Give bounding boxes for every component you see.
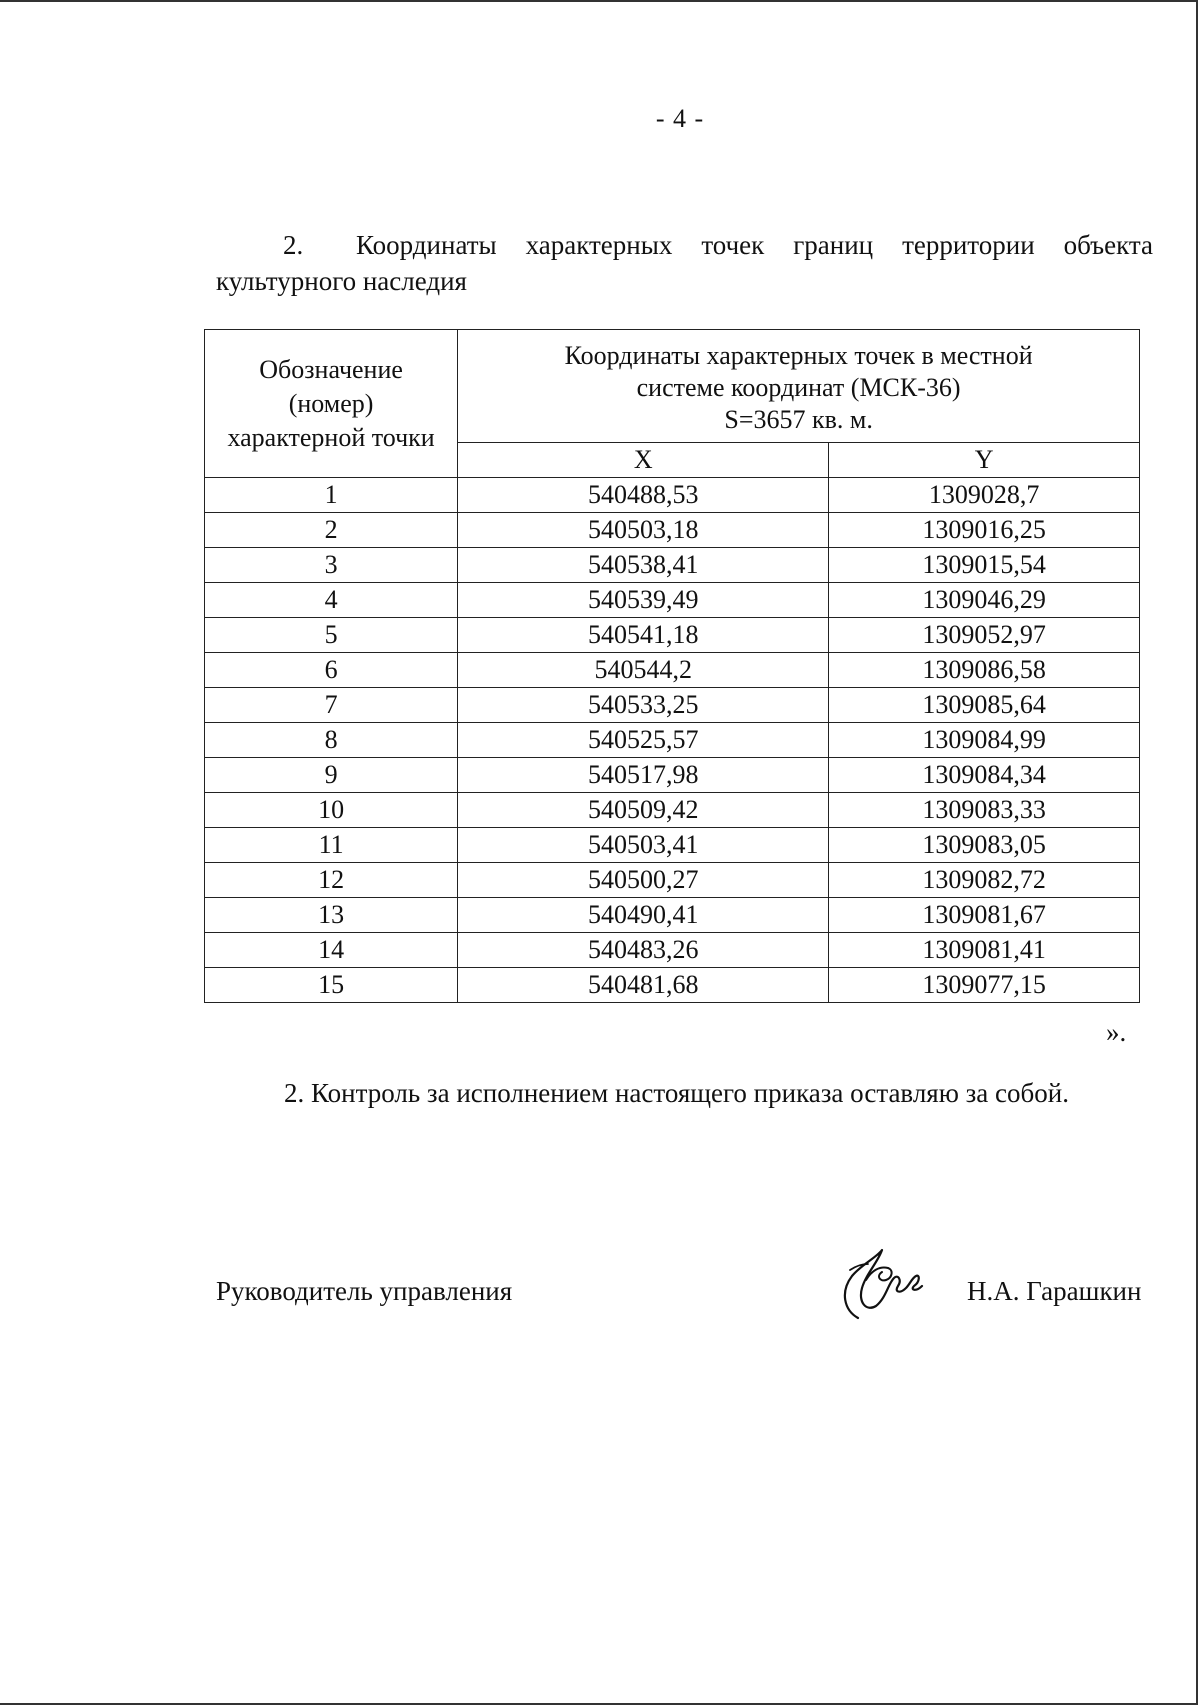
- x-coordinate-cell: 540503,18: [458, 513, 829, 548]
- coordinates-table: [204, 329, 1140, 1003]
- y-coordinate-cell: 1309028,7: [829, 478, 1140, 513]
- y-coordinate-cell: 1309086,58: [829, 653, 1140, 688]
- point-number-cell: 11: [205, 828, 458, 863]
- table-row: [205, 758, 1140, 793]
- point-number-cell: 10: [205, 793, 458, 828]
- x-coordinate-cell: 540541,18: [458, 618, 829, 653]
- y-coordinate-cell: 1309046,29: [829, 583, 1140, 618]
- section-title-word: границ: [793, 230, 874, 260]
- point-number-cell: 6: [205, 653, 458, 688]
- x-coordinate-cell: 540500,27: [458, 863, 829, 898]
- point-number-cell: 14: [205, 933, 458, 968]
- y-coordinate-cell: 1309016,25: [829, 513, 1140, 548]
- point-number-cell: 4: [205, 583, 458, 618]
- y-coordinate-cell: 1309015,54: [829, 548, 1140, 583]
- header-point-line: (номер): [288, 388, 374, 418]
- x-coordinate-cell: 540481,68: [458, 968, 829, 1003]
- header-point-designation: [205, 330, 458, 478]
- x-coordinate-cell: 540488,53: [458, 478, 829, 513]
- point-number-cell: 1: [205, 478, 458, 513]
- page-number: - 4 -: [655, 104, 705, 133]
- y-coordinate-cell: 1309085,64: [829, 688, 1140, 723]
- header-coords-line: Координаты характерных точек в местной: [564, 341, 1033, 370]
- header-coords-line: S=3657 кв. м.: [724, 405, 873, 434]
- x-coordinate-cell: 540538,41: [458, 548, 829, 583]
- x-coordinate-cell: 540517,98: [458, 758, 829, 793]
- table-row: [205, 653, 1140, 688]
- y-coordinate-cell: 1309083,33: [829, 793, 1140, 828]
- point-number-cell: 5: [205, 618, 458, 653]
- signature-mark: [836, 1240, 936, 1330]
- section-number: 2.: [283, 230, 304, 260]
- control-paragraph: 2. Контроль за исполнением настоящего приказа оставляю за собой.: [284, 1078, 1069, 1108]
- x-coordinate-cell: 540525,57: [458, 723, 829, 758]
- point-number-cell: 2: [205, 513, 458, 548]
- y-coordinate-cell: 1309084,34: [829, 758, 1140, 793]
- y-coordinate-cell: 1309052,97: [829, 618, 1140, 653]
- header-x: X: [458, 443, 829, 478]
- x-coordinate-cell: 540533,25: [458, 688, 829, 723]
- table-row: [205, 723, 1140, 758]
- table-row: [205, 583, 1140, 618]
- x-coordinate-cell: 540503,41: [458, 828, 829, 863]
- y-coordinate-cell: 1309081,67: [829, 898, 1140, 933]
- y-coordinate-cell: 1309082,72: [829, 863, 1140, 898]
- point-number-cell: 13: [205, 898, 458, 933]
- x-coordinate-cell: 540490,41: [458, 898, 829, 933]
- table-row: [205, 548, 1140, 583]
- point-number-cell: 3: [205, 548, 458, 583]
- point-number-cell: 8: [205, 723, 458, 758]
- x-coordinate-cell: 540544,2: [458, 653, 829, 688]
- table-row: [205, 898, 1140, 933]
- signer-title: Руководитель управления: [216, 1276, 513, 1306]
- closing-quote: ».: [1106, 1017, 1127, 1047]
- point-number-cell: 7: [205, 688, 458, 723]
- y-coordinate-cell: 1309081,41: [829, 933, 1140, 968]
- header-coords-line: системе координат (МСК-36): [636, 373, 961, 402]
- point-number-cell: 12: [205, 863, 458, 898]
- table-row: [205, 513, 1140, 548]
- table-row: [205, 968, 1140, 1003]
- section-title-word: объекта: [1063, 230, 1153, 260]
- x-coordinate-cell: 540539,49: [458, 583, 829, 618]
- table-row: [205, 688, 1140, 723]
- table-row: [205, 618, 1140, 653]
- y-coordinate-cell: 1309084,99: [829, 723, 1140, 758]
- y-coordinate-cell: 1309077,15: [829, 968, 1140, 1003]
- header-point-line: характерной точки: [227, 422, 435, 452]
- header-y: Y: [829, 443, 1140, 478]
- y-coordinate-cell: 1309083,05: [829, 828, 1140, 863]
- header-coordinates: [458, 330, 1140, 443]
- table-row: [205, 933, 1140, 968]
- section-title-word: территории: [902, 230, 1035, 260]
- header-point-line: Обозначение: [259, 354, 403, 384]
- table-row: [205, 793, 1140, 828]
- section-title-word: характерных: [525, 230, 673, 260]
- section-title-word: точек: [701, 230, 765, 260]
- x-coordinate-cell: 540509,42: [458, 793, 829, 828]
- section-title-line1: [356, 230, 1153, 261]
- table-body: [205, 478, 1140, 1003]
- table-row: [205, 863, 1140, 898]
- point-number-cell: 9: [205, 758, 458, 793]
- table-row: [205, 828, 1140, 863]
- table-row: [205, 478, 1140, 513]
- point-number-cell: 15: [205, 968, 458, 1003]
- x-coordinate-cell: 540483,26: [458, 933, 829, 968]
- signer-name: Н.А. Гарашкин: [967, 1276, 1142, 1306]
- section-title-word: Координаты: [356, 230, 497, 260]
- section-title-line2: культурного наследия: [216, 266, 467, 296]
